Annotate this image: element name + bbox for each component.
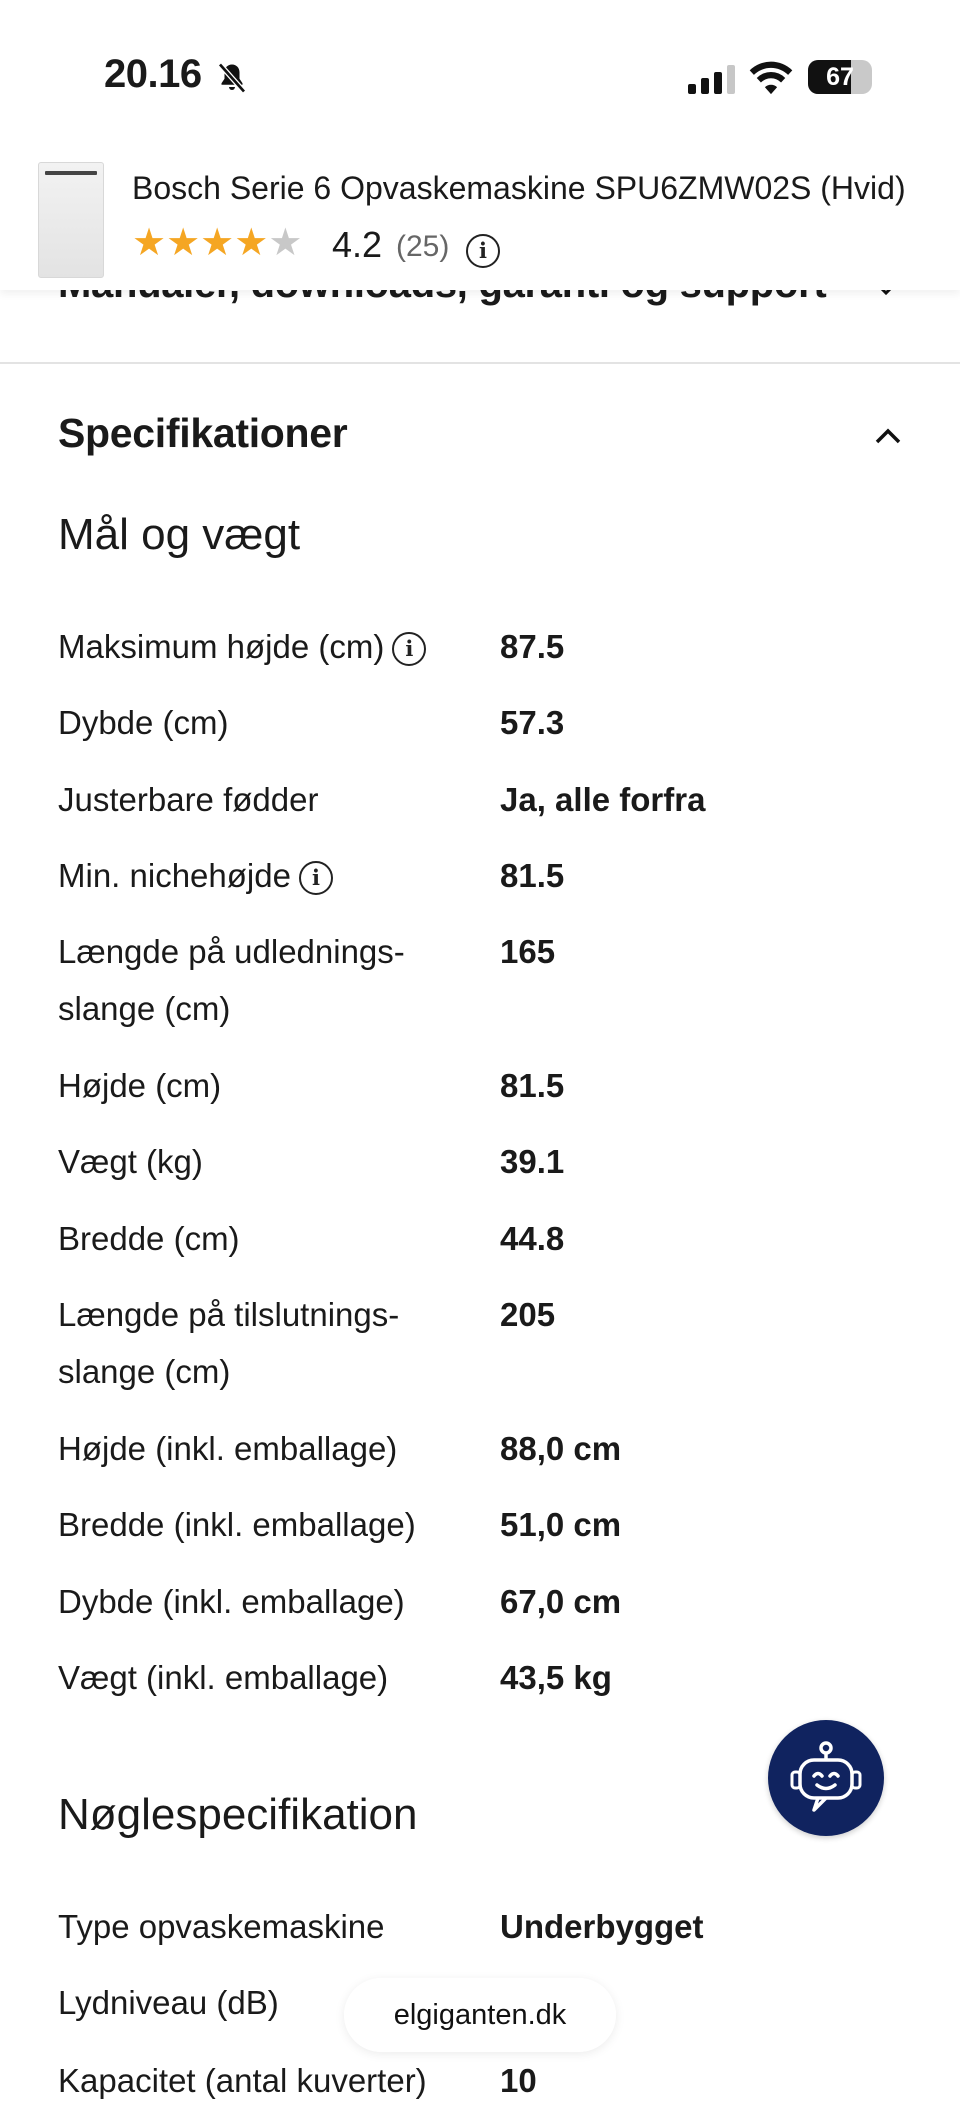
rating-count[interactable]: (25) xyxy=(396,230,450,263)
battery-percent: 67 xyxy=(826,63,854,91)
spec-value: Underbygget xyxy=(500,1908,704,1945)
star-filled-icon: ★ xyxy=(200,222,235,264)
spec-label-text: Dybde (inkl. emballage) xyxy=(58,1583,405,1620)
cellular-signal-icon xyxy=(688,64,735,94)
spec-label xyxy=(58,694,458,751)
spec-value: 67,0 cm xyxy=(500,1583,622,1620)
spec-label xyxy=(58,1057,458,1114)
star-empty-icon: ★ xyxy=(268,222,303,264)
spec-value: 88,0 cm xyxy=(500,1430,622,1467)
spec-label-text: Bredde (inkl. emballage) xyxy=(58,1506,416,1543)
info-icon[interactable]: i xyxy=(392,632,426,666)
star-filled-icon: ★ xyxy=(234,222,269,264)
status-bar xyxy=(0,0,960,150)
battery-icon xyxy=(808,60,872,94)
spec-label xyxy=(58,923,458,1037)
chevron-up-icon[interactable] xyxy=(872,424,904,448)
spec-label xyxy=(58,1286,458,1400)
spec-value: 43,5 kg xyxy=(500,1659,612,1696)
rating-value: 4.2 xyxy=(332,224,383,265)
spec-label-text: Maksimum højde (cm) xyxy=(58,628,385,665)
spec-label xyxy=(58,847,458,904)
spec-label-text: Type opvaskemaskine xyxy=(58,1908,385,1945)
wifi-icon xyxy=(748,58,794,96)
spec-value: 44.8 xyxy=(500,1220,565,1257)
star-filled-icon: ★ xyxy=(132,222,167,264)
spec-label-text: Min. nichehøjde xyxy=(58,857,291,894)
spec-label-text: Vægt (inkl. emballage) xyxy=(58,1659,389,1696)
spec-label xyxy=(58,1573,458,1630)
browser-url-bar[interactable]: elgiganten.dk xyxy=(344,1978,616,2052)
spec-value: 51,0 cm xyxy=(500,1506,622,1543)
spec-label xyxy=(58,2052,458,2109)
spec-value: 87.5 xyxy=(500,628,565,665)
spec-label-text: Vægt (kg) xyxy=(58,1143,203,1180)
spec-label xyxy=(58,1210,458,1267)
rating-info-icon[interactable]: i xyxy=(466,234,500,268)
spec-value: 165 xyxy=(500,933,556,970)
product-thumbnail[interactable] xyxy=(38,162,104,278)
spec-label-text: Højde (cm) xyxy=(58,1067,222,1104)
spec-label xyxy=(58,1420,458,1477)
spec-value: 57.3 xyxy=(500,704,565,741)
rating-stars[interactable] xyxy=(132,224,302,262)
spec-value: 81.5 xyxy=(500,1067,565,1104)
product-title[interactable]: Bosch Serie 6 Opvaskemaskine SPU6ZMW02S (Hvid) xyxy=(132,170,906,206)
spec-group-title: Nøglespecifikation xyxy=(58,1790,418,1839)
spec-label-text: Dybde (cm) xyxy=(58,704,229,741)
spec-label xyxy=(58,1649,458,1706)
spec-label-text: Justerbare fødder xyxy=(58,781,319,818)
section-divider xyxy=(0,362,960,364)
spec-label xyxy=(58,618,458,675)
spec-label xyxy=(58,771,458,828)
status-time: 20.16 xyxy=(104,52,202,96)
spec-value: 10 xyxy=(500,2062,537,2099)
spec-label xyxy=(58,1898,458,1955)
spec-label xyxy=(58,1133,458,1190)
star-filled-icon: ★ xyxy=(166,222,201,264)
sticky-product-header[interactable] xyxy=(0,150,960,290)
spec-label-text: Højde (inkl. emballage) xyxy=(58,1430,398,1467)
spec-value: 39.1 xyxy=(500,1143,565,1180)
spec-label-text: Længde på tilslutnings-slange (cm) xyxy=(58,1296,400,1390)
info-icon[interactable]: i xyxy=(299,861,333,895)
spec-label xyxy=(58,1496,458,1553)
spec-label-text: Kapacitet (antal kuverter) xyxy=(58,2062,427,2099)
spec-value: 81.5 xyxy=(500,857,565,894)
bell-slash-icon xyxy=(214,60,250,96)
spec-label-text: Lydniveau (dB) xyxy=(58,1984,279,2021)
specifications-section-title[interactable]: Specifikationer xyxy=(58,410,348,456)
spec-group-title: Mål og vægt xyxy=(58,510,301,559)
spec-label-text: Længde på udlednings-slange (cm) xyxy=(58,933,405,1027)
spec-label-text: Bredde (cm) xyxy=(58,1220,240,1257)
chatbot-button[interactable] xyxy=(768,1720,884,1836)
spec-value: 205 xyxy=(500,1296,556,1333)
chatbot-icon xyxy=(786,1738,866,1818)
spec-value: Ja, alle forfra xyxy=(500,781,706,818)
